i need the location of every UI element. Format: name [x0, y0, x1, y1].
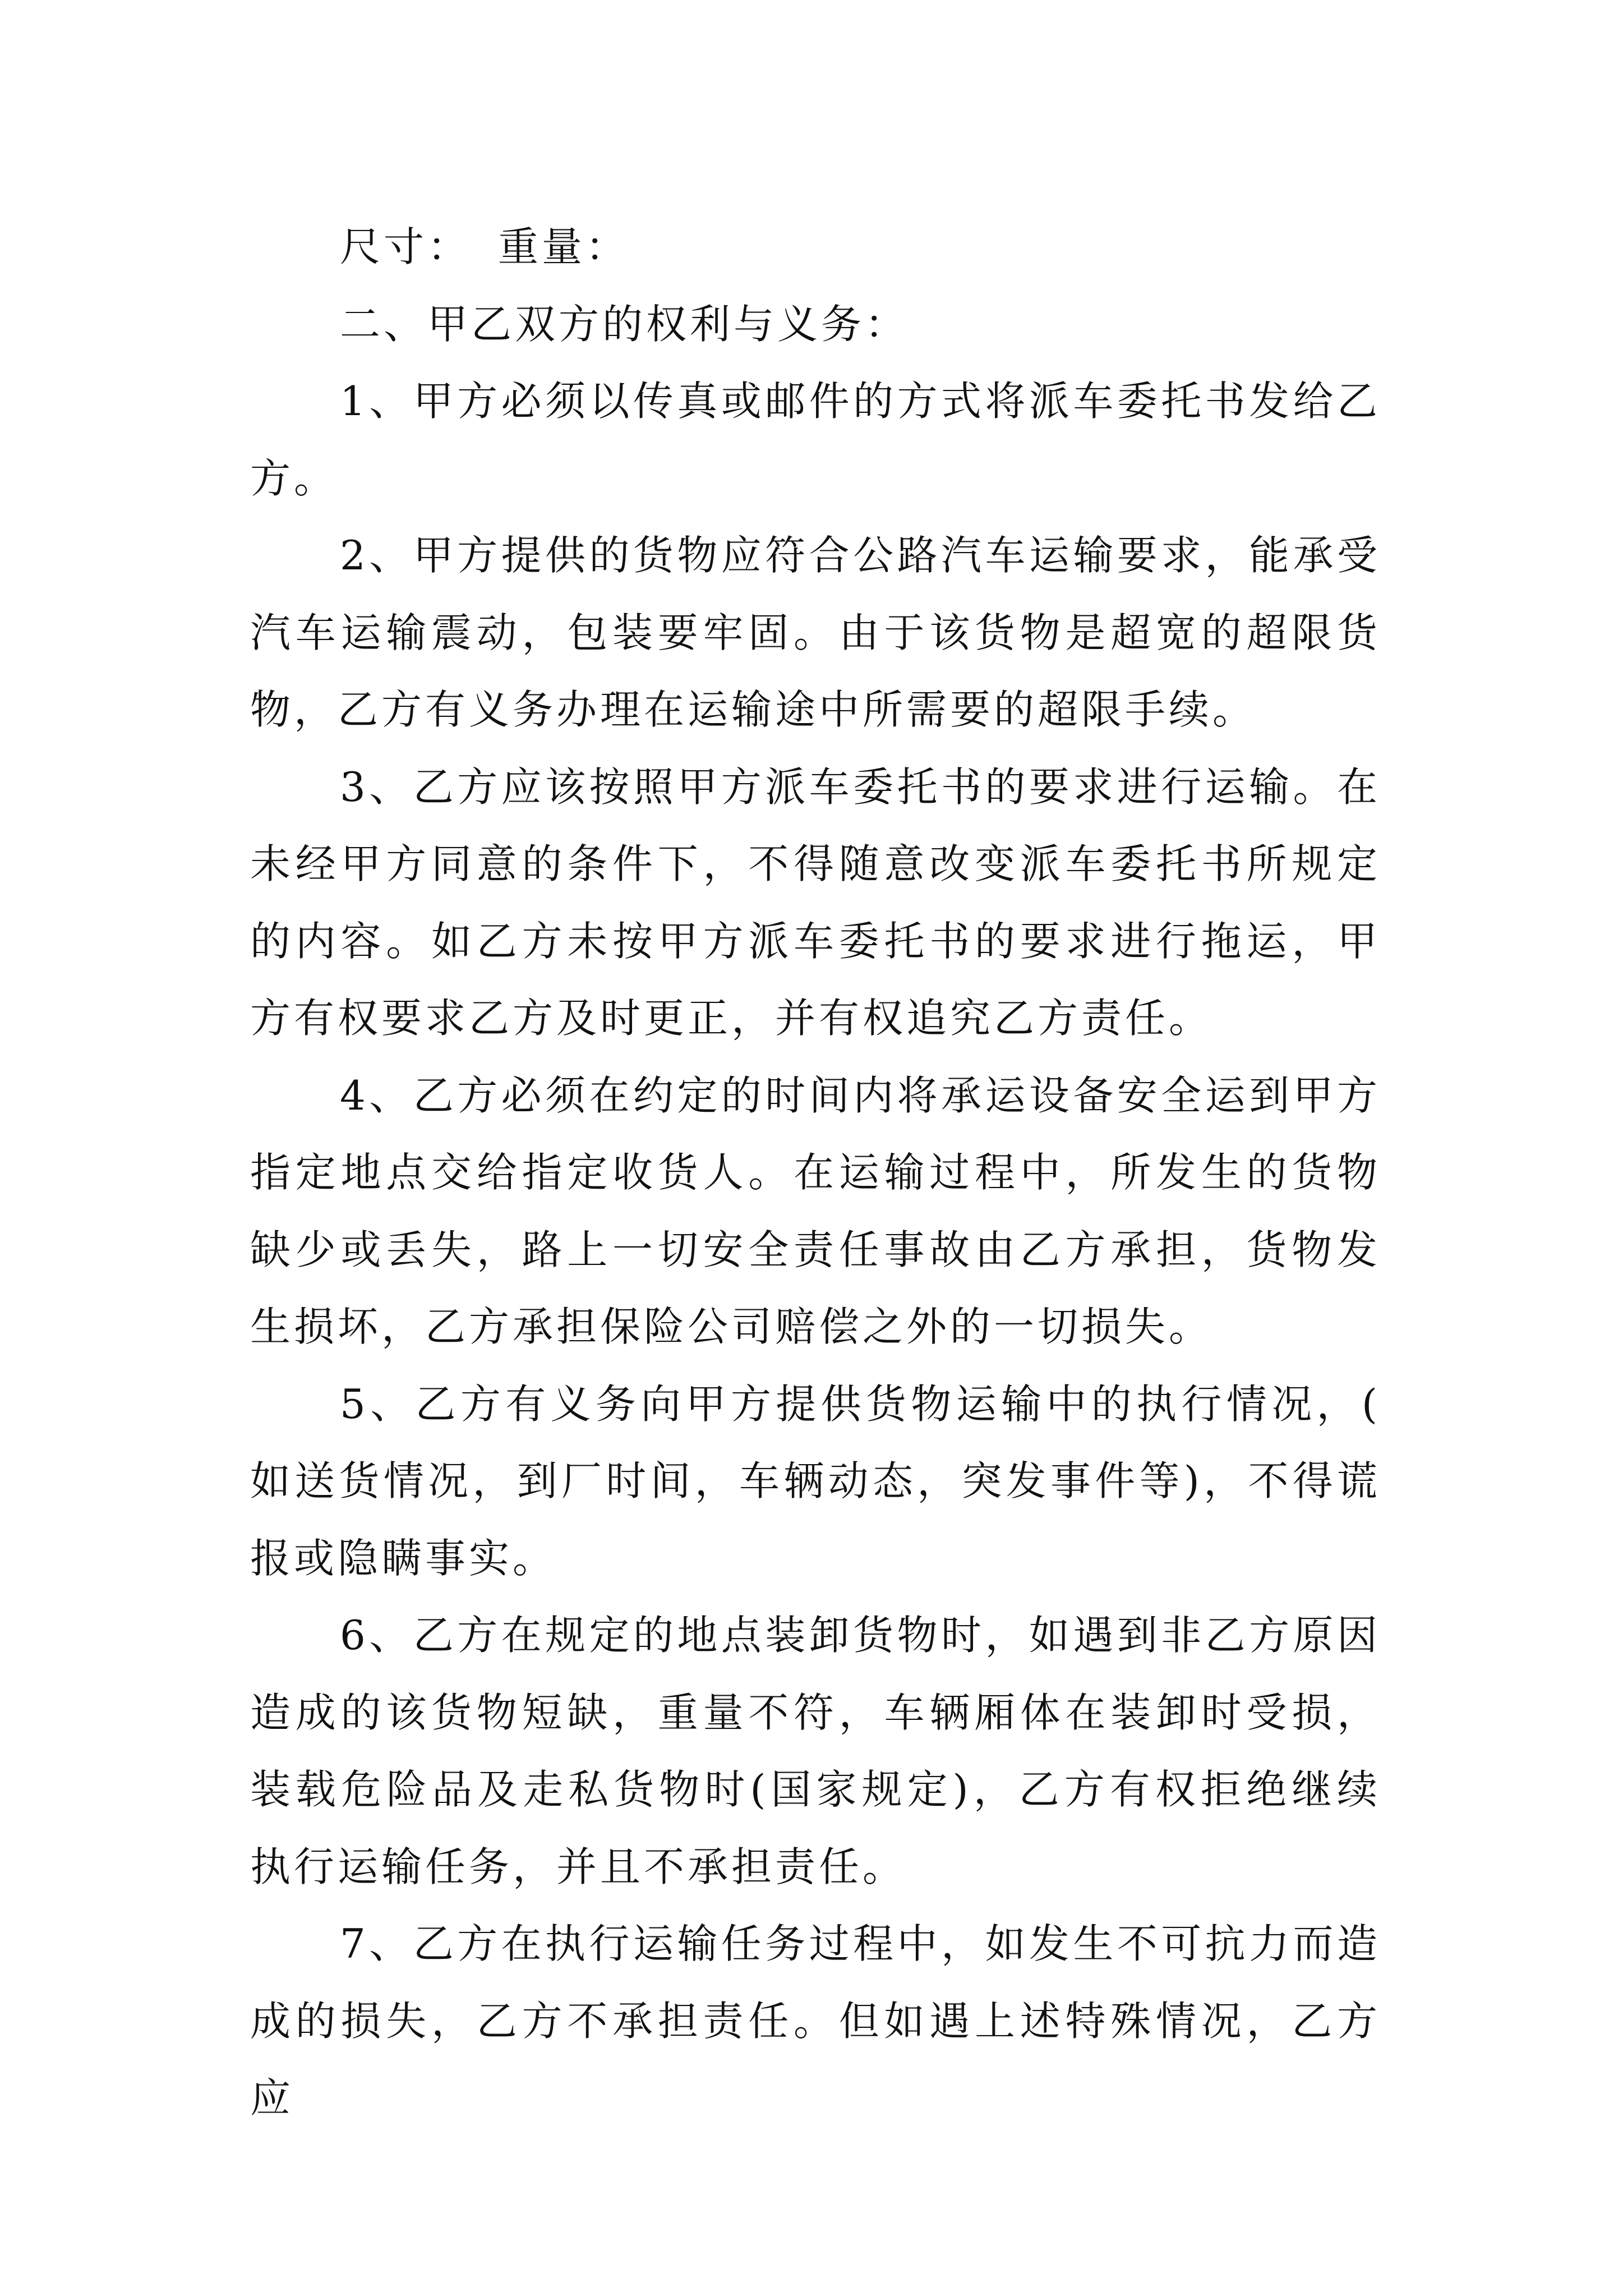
size-label: 尺寸： [340, 223, 472, 270]
section-heading: 二、甲乙双方的权利与义务： [340, 300, 909, 348]
weight-label: 重量： [498, 223, 630, 270]
paragraph-7: 7、乙方在执行运输任务过程中，如发生不可抗力而造成的损失，乙方不承担责任。但如遇上述特殊情况，乙方应 [250, 1920, 1381, 2122]
paragraph-3: 3、乙方应该按照甲方派车委托书的要求进行运输。在未经甲方同意的条件下，不得随意改变派车委托书所规定的内容。如乙方未按甲方派车委托书的要求进行拖运，甲方有权要求乙方及时更正，并有权追究乙方责任。 [250, 763, 1381, 1042]
paragraph-4: 4、乙方必须在约定的时间内将承运设备安全运到甲方指定地点交给指定收货人。在运输过程中，所发生的货物缺少或丢失，路上一切安全责任事故由乙方承担，货物发生损坏，乙方承担保险公司赔偿之外的一切损失。 [250, 1071, 1381, 1350]
paragraph-5: 5、乙方有义务向甲方提供货物运输中的执行情况，(如送货情况，到厂时间，车辆动态，突发事件等)，不得谎报或隐瞒事实。 [250, 1380, 1381, 1582]
dimensions-line [250, 209, 1381, 286]
paragraph-6: 6、乙方在规定的地点装卸货物时，如遇到非乙方原因造成的该货物短缺，重量不符，车辆厢体在装卸时受损，装载危险品及走私货物时(国家规定)，乙方有权拒绝继续执行运输任务，并且不承担责任。 [250, 1612, 1381, 1890]
paragraph-2: 2、甲方提供的货物应符合公路汽车运输要求，能承受汽车运输震动，包装要牢固。由于该货物是超宽的超限货物，乙方有义务办理在运输途中所需要的超限手续。 [250, 532, 1381, 733]
document-body [250, 209, 1381, 2137]
paragraph-1: 1、甲方必须以传真或邮件的方式将派车委托书发给乙方。 [250, 378, 1381, 502]
